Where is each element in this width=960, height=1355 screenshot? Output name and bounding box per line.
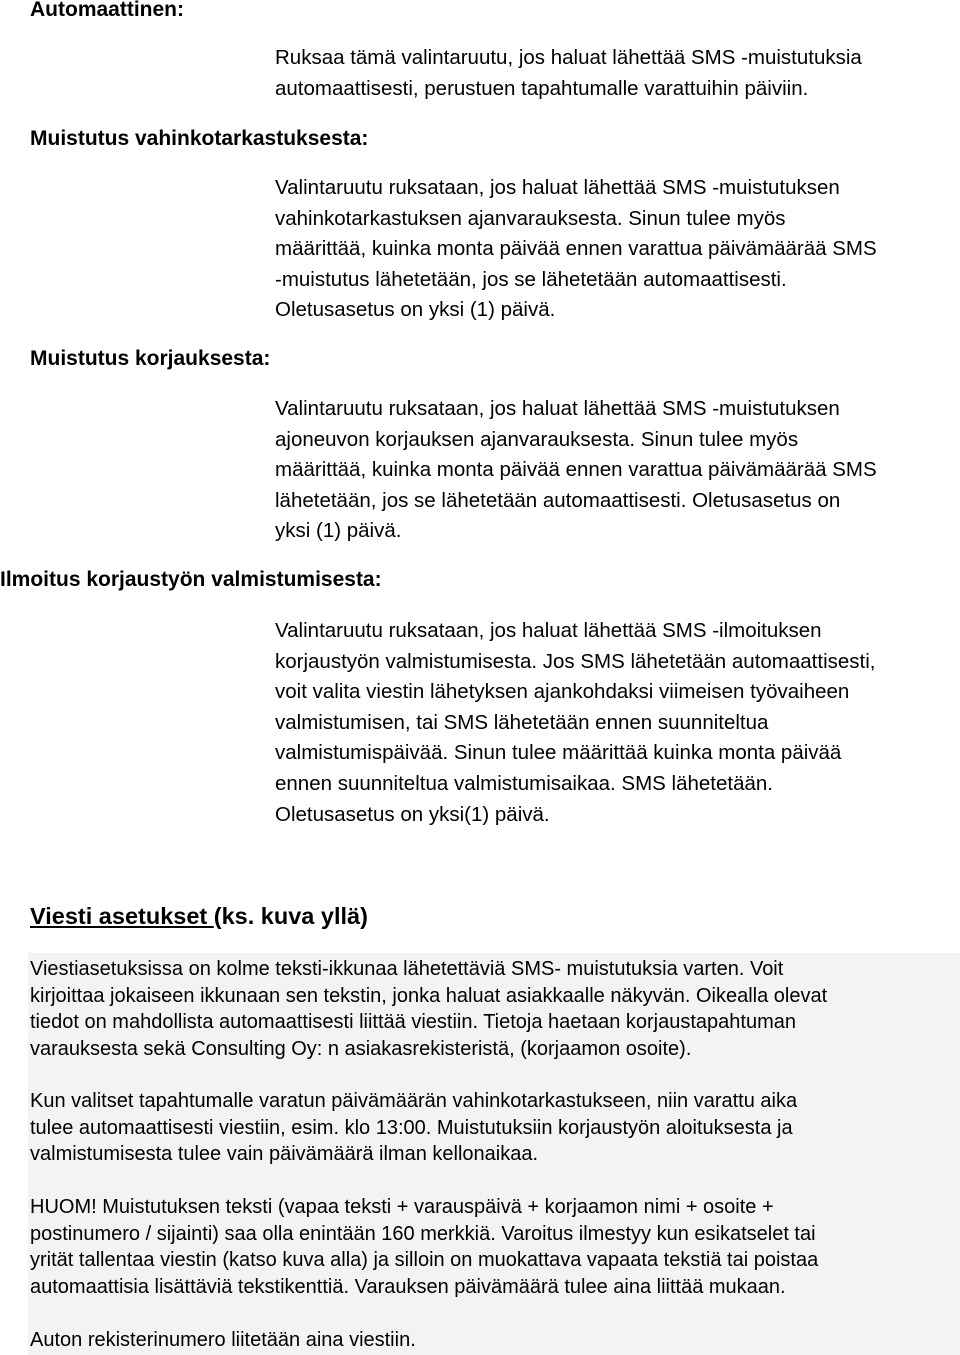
description-line: Oletusasetus on yksi(1) päivä.: [275, 802, 550, 826]
paragraph-note-character-limit: [30, 1194, 818, 1301]
description-line: Valintaruutu ruksataan, jos haluat lähettää SMS -ilmoituksen: [275, 619, 822, 642]
description-line: lähetetään, jos se lähetetään automaattisesti. Oletusasetus on: [275, 488, 841, 512]
paragraph-line: tulee automaattisesti viestiin, esim. klo 13:00. Muistutuksiin korjaustyön aloituksesta ja: [30, 1116, 793, 1139]
description-automaattinen: [275, 43, 955, 104]
description-line: korjaustyön valmistumisesta. Jos SMS lähetetään automaattisesti,: [275, 649, 876, 673]
description-line: valmistumispäivää. Sinun tulee määrittää kuinka monta päivää: [275, 741, 842, 765]
paragraph-message-settings-intro: [30, 956, 827, 1063]
term-muistutus-korjauksesta: Muistutus korjauksesta:: [30, 347, 271, 370]
description-line: Ruksaa tämä valintaruutu, jos haluat lähettää SMS -muistutuksia: [275, 46, 862, 69]
paragraph-line: Auton rekisterinumero liitetään aina viestiin.: [30, 1329, 416, 1351]
description-line: Oletusasetus on yksi (1) päivä.: [275, 298, 556, 322]
description-line: voit valita viestin lähetyksen ajankohdaksi viimeisen työvaiheen: [275, 680, 850, 704]
description-line: valmistumisen, tai SMS lähetetään ennen suunniteltua: [275, 710, 769, 734]
description-line: määrittää, kuinka monta päivää ennen varattua päivämäärää SMS: [275, 237, 877, 261]
description-line: yksi (1) päivä.: [275, 519, 402, 543]
description-line: ajoneuvon korjauksen ajanvarauksesta. Sinun tulee myös: [275, 427, 799, 451]
paragraph-line: varauksesta sekä Consulting Oy: n asiakasrekisteristä, (korjaamon osoite).: [30, 1038, 692, 1061]
description-line: Valintaruutu ruksataan, jos haluat lähettää SMS -muistutuksen: [275, 397, 840, 420]
section-heading-viesti-asetukset: [30, 900, 368, 932]
term-automaattinen: Automaattinen:: [30, 0, 184, 21]
description-line: määrittää, kuinka monta päivää ennen varattua päivämäärää SMS: [275, 458, 877, 482]
paragraph-line: postinumero / sijainti) saa olla enintään 160 merkkiä. Varoitus ilmestyy kun esikatselet tai: [30, 1222, 816, 1245]
heading-rest-text: (ks. kuva yllä): [213, 903, 368, 929]
paragraph-line: valmistumisesta tulee vain päivämäärä ilman kellonaikaa.: [30, 1143, 539, 1166]
term-ilmoitus-korjaustyon-valmistumisesta: Ilmoitus korjaustyön valmistumisesta:: [0, 568, 382, 591]
paragraph-booking-time: [30, 1088, 797, 1168]
paragraph-line: Viestiasetuksissa on kolme teksti-ikkunaa lähetettäviä SMS- muistutuksia varten. Voit: [30, 958, 784, 980]
description-line: ennen suunniteltua valmistumisaikaa. SMS lähetetään.: [275, 771, 773, 795]
paragraph-line: yrität tallentaa viestin (katso kuva alla) ja silloin on muokattava vapaata tekstiä tai poistaa: [30, 1249, 819, 1272]
paragraph-line: Kun valitset tapahtumalle varatun päivämäärän vahinkotarkastukseen, niin varattu aika: [30, 1090, 798, 1112]
term-muistutus-vahinkotarkastuksesta: Muistutus vahinkotarkastuksesta:: [30, 127, 369, 150]
paragraph-line: automaattisia lisättäviä tekstikenttiä. Varauksen päivämäärä tulee aina liittää mukaan.: [30, 1276, 786, 1299]
description-muistutus-korjauksesta: [275, 394, 955, 547]
description-muistutus-vahinkotarkastuksesta: [275, 173, 955, 326]
paragraph-line: kirjoittaa jokaiseen ikkunaan sen tekstin, jonka haluat asiakkaalle näkyvän. Oikealla olevat: [30, 984, 828, 1007]
description-line: -muistutus lähetetään, jos se lähetetään automaattisesti.: [275, 267, 787, 291]
description-line: Valintaruutu ruksataan, jos haluat lähettää SMS -muistutuksen: [275, 176, 840, 199]
paragraph-line: tiedot on mahdollista automaattisesti liittää viestiin. Tietoja haetaan korjaustapahtuman: [30, 1011, 797, 1034]
paragraph-line: HUOM! Muistutuksen teksti (vapaa teksti + varauspäivä + korjaamon nimi + osoite +: [30, 1196, 774, 1218]
description-line: automaattisesti, perustuen tapahtumalle varattuihin päiviin.: [275, 76, 809, 100]
description-line: vahinkotarkastuksen ajanvarauksesta. Sinun tulee myös: [275, 206, 786, 230]
description-ilmoitus-korjaustyon-valmistumisesta: [275, 616, 955, 830]
heading-underlined-text: Viesti asetukset: [30, 903, 214, 929]
paragraph-registration-number: [30, 1327, 416, 1354]
